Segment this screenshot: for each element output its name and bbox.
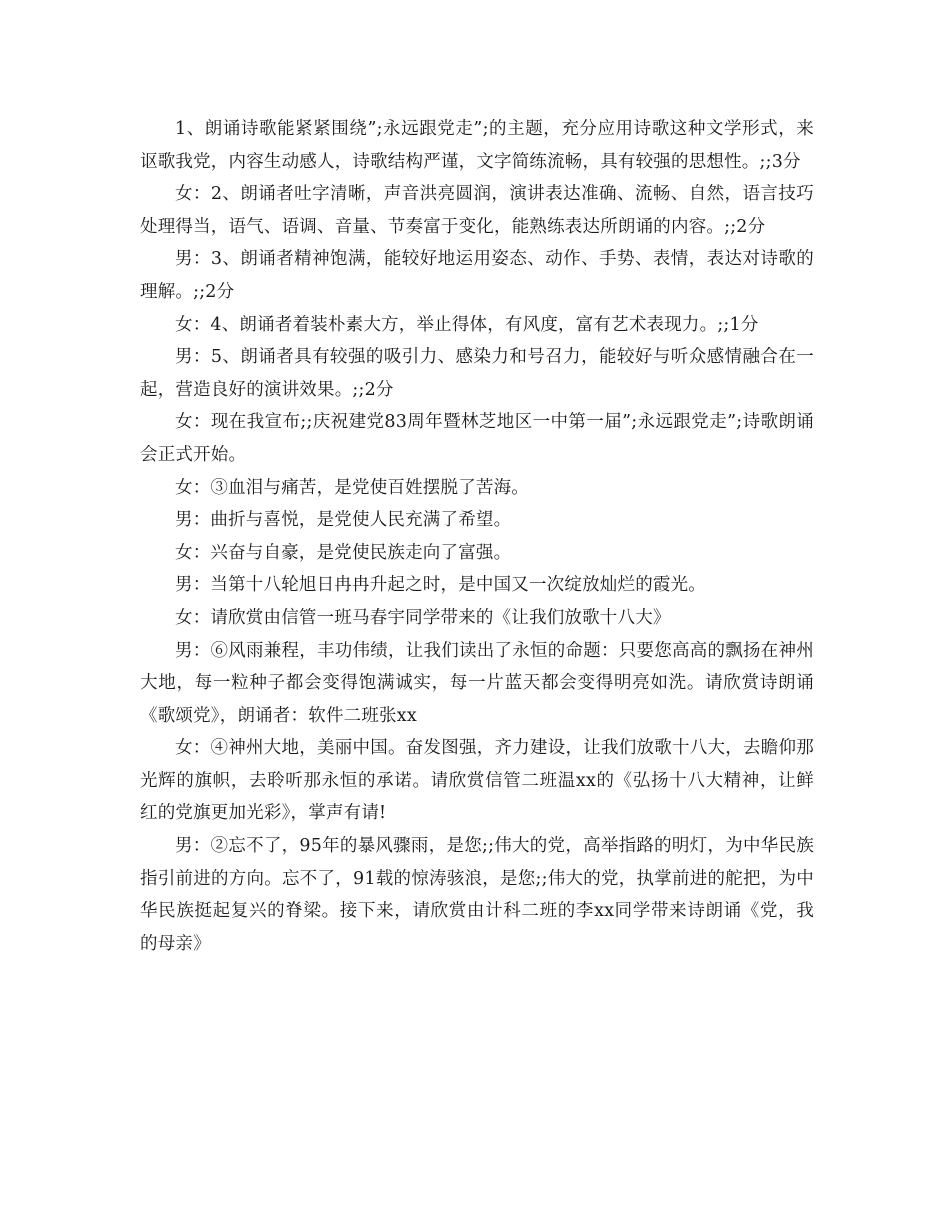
paragraph-scoring-criterion-5: 男：5、朗诵者具有较强的吸引力、感染力和号召力，能较好与听众感情融合在一起，营造良好的演讲效果。;;2分 — [140, 347, 814, 400]
paragraph-dialogue-male-1: 男：曲折与喜悦，是党使人民充满了希望。 — [175, 510, 512, 531]
paragraph-scoring-criterion-3: 男：3、朗诵者精神饱满，能较好地运用姿态、动作、手势、表情，表达对诗歌的理解。;;2分 — [140, 249, 814, 302]
paragraph-scoring-criterion-4: 女：4、朗诵者着装朴素大方，举止得体，有风度，富有艺术表现力。;;1分 — [175, 314, 759, 335]
paragraph-opening-announcement: 女：现在我宣布;;庆祝建党83周年暨林芝地区一中第一届”;永远跟党走”;诗歌朗诵会正式开始。 — [140, 412, 814, 465]
paragraph-dialogue-female-2: 女：兴奋与自豪，是党使民族走向了富强。 — [175, 542, 512, 563]
paragraph-introduce-performance-2: 男：⑥风雨兼程，丰功伟绩，让我们读出了永恒的命题：只要您高高的飘扬在神州大地，每一粒种子都会变得饱满诚实，每一片蓝天都会变得明亮如洗。请欣赏诗朗诵《歌颂党》，朗诵者：软件二班张xx — [140, 640, 814, 726]
document-body — [140, 113, 814, 960]
paragraph-scoring-criterion-2: 女：2、朗诵者吐字清晰，声音洪亮圆润，演讲表达准确、流畅、自然，语言技巧处理得当，语气、语调、音量、节奏富于变化，能熟练表达所朗诵的内容。;;2分 — [140, 184, 814, 237]
paragraph-introduce-performance-1: 女：请欣赏由信管一班马春宇同学带来的《让我们放歌十八大》 — [175, 607, 671, 628]
paragraph-introduce-performance-4: 男：②忘不了，95年的暴风骤雨，是您;;伟大的党，高举指路的明灯，为中华民族指引前进的方向。忘不了，91载的惊涛骇浪，是您;;伟大的党，执掌前进的舵把，为中华民族挺起复兴的脊梁。接下来，请欣赏由计科二班的李xx同学带来诗朗诵《党，我的母亲》 — [140, 836, 814, 954]
paragraph-scoring-criterion-1: 1、朗诵诗歌能紧紧围绕”;永远跟党走”;的主题，充分应用诗歌这种文学形式，来讴歌我党，内容生动感人，诗歌结构严谨，文字简练流畅，具有较强的思想性。;;3分 — [140, 119, 814, 172]
paragraph-introduce-performance-3: 女：④神州大地，美丽中国。奋发图强，齐力建设，让我们放歌十八大，去瞻仰那光辉的旗帜，去聆听那永恒的承诺。请欣赏信管二班温xx的《弘扬十八大精神，让鲜红的党旗更加光彩》，掌声有请! — [140, 738, 814, 824]
paragraph-dialogue-male-2: 男：当第十八轮旭日冉冉升起之时，是中国又一次绽放灿烂的霞光。 — [175, 575, 706, 596]
paragraph-dialogue-female-1: 女：③血泪与痛苦，是党使百姓摆脱了苦海。 — [175, 477, 529, 498]
